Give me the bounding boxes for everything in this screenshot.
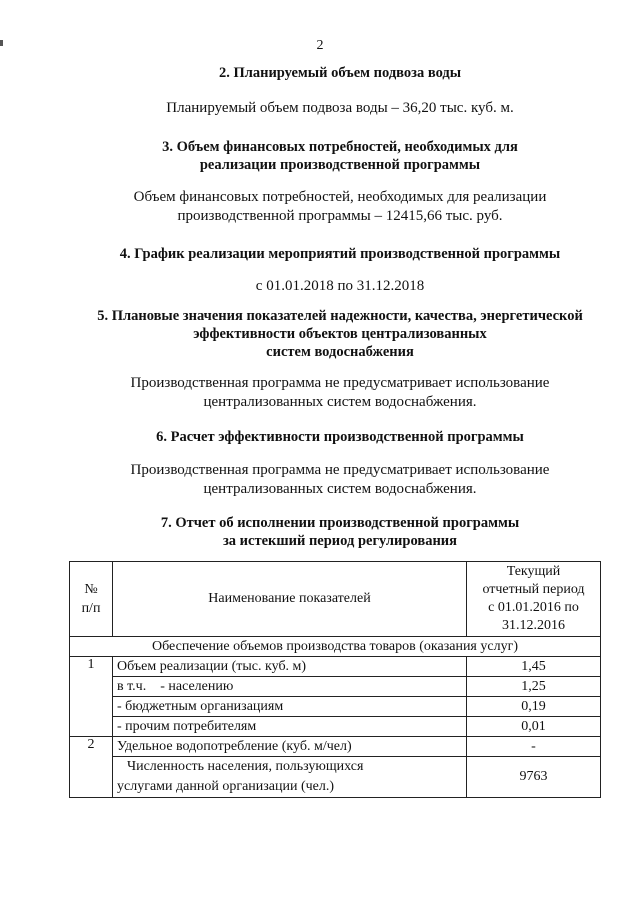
- section-2-text: Планируемый объем подвоза воды – 36,20 тыс. куб. м.: [166, 100, 514, 116]
- section-3-heading: 3. Объем финансовых потребностей, необходимых для реализации производственной программы: [162, 139, 518, 173]
- table-row: [70, 677, 601, 697]
- section-5-text: Производственная программа не предусматривает использование централизованных систем водоснабжения.: [130, 375, 550, 410]
- header-period: Текущий отчетный период с 01.01.2016 по 31.12.2016: [467, 562, 601, 637]
- table-header-row: [70, 562, 601, 637]
- row-name: в т.ч. - населению: [113, 677, 467, 697]
- row-name: - прочим потребителям: [113, 717, 467, 737]
- table-row: [70, 717, 601, 737]
- section-6-text: Производственная программа не предусматривает использование централизованных систем водоснабжения.: [130, 462, 550, 497]
- table-row: [70, 757, 601, 798]
- table-row: [70, 697, 601, 717]
- section-row-title: Обеспечение объемов производства товаров (оказания услуг): [70, 637, 601, 657]
- row-name: - бюджетным организациям: [113, 697, 467, 717]
- row-value: 0,01: [467, 717, 601, 737]
- header-num: № п/п: [70, 562, 113, 637]
- row-number: 2: [70, 737, 113, 798]
- table-row: [70, 657, 601, 677]
- row-name: Удельное водопотребление (куб. м/чел): [113, 737, 467, 757]
- row-value: 1,25: [467, 677, 601, 697]
- section-2-heading: 2. Планируемый объем подвоза воды: [218, 65, 462, 81]
- section-7-heading: 7. Отчет об исполнении производственной программы за истекший период регулирования: [160, 515, 520, 549]
- row-number: 1: [70, 657, 113, 737]
- table-section-row: [70, 637, 601, 657]
- section-6-heading: 6. Расчет эффективности производственной программы: [156, 429, 524, 445]
- table-row: [70, 737, 601, 757]
- row-value: 0,19: [467, 697, 601, 717]
- report-table: [69, 561, 601, 798]
- row-value: -: [467, 737, 601, 757]
- row-name: Численность населения, пользующихся услугами данной организации (чел.): [113, 757, 467, 798]
- section-4-text: с 01.01.2018 по 31.12.2018: [255, 278, 425, 294]
- row-value: 9763: [467, 757, 601, 798]
- section-5-heading: 5. Плановые значения показателей надежности, качества, энергетической эффективности объектов централизованных систем водоснабжения: [97, 308, 583, 360]
- section-4-heading: 4. График реализации мероприятий производственной программы: [119, 246, 561, 262]
- section-3-text: Объем финансовых потребностей, необходимых для реализации производственной программы – 12415,66 тыс. руб.: [133, 189, 547, 224]
- row-value: 1,45: [467, 657, 601, 677]
- page-number: 2: [316, 38, 324, 53]
- row-name: Объем реализации (тыс. куб. м): [113, 657, 467, 677]
- header-name: Наименование показателей: [113, 562, 467, 637]
